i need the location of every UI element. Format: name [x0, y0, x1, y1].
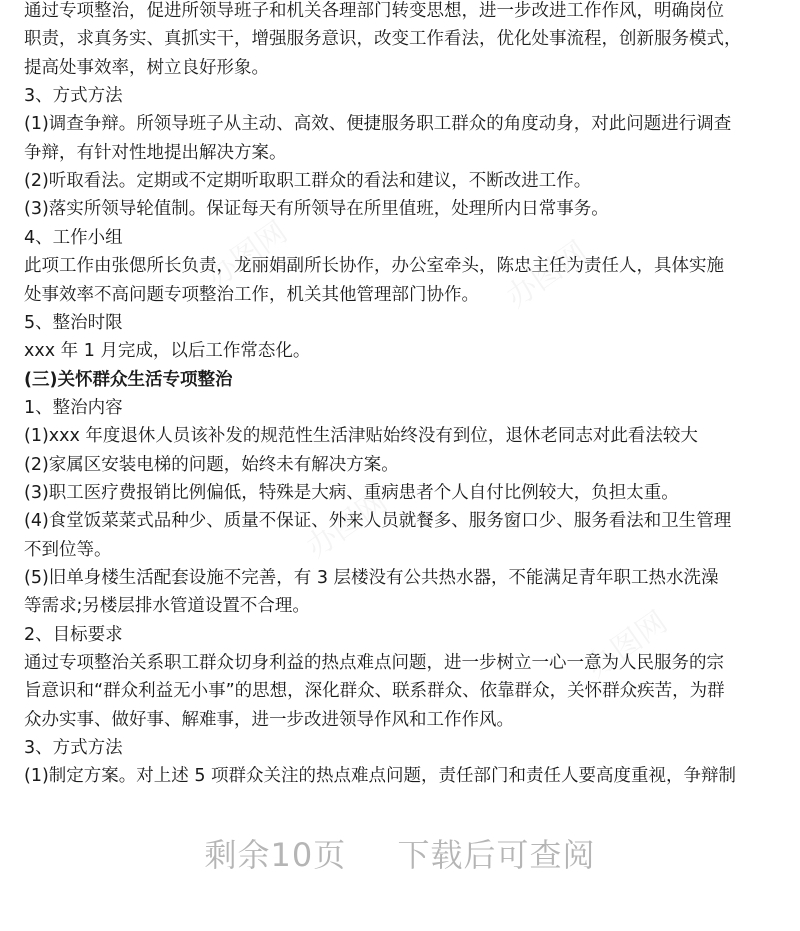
- text-line: (2)家属区安装电梯的问题，始终未有解决方案。: [24, 454, 399, 475]
- text-line: 职责，求真务实、真抓实干，增强服务意识，改变工作看法，优化处事流程，创新服务模式，: [24, 29, 742, 50]
- text-line: (2)听取看法。定期或不定期听取职工群众的看法和建议，不断改进工作。: [24, 171, 592, 192]
- text-line: 提高处事效率，树立良好形象。: [24, 57, 269, 78]
- section-heading: (三)关怀群众生活专项整治: [24, 369, 233, 390]
- text-line: 3、方式方法: [24, 86, 123, 107]
- text-line: (5)旧单身楼生活配套设施不完善，有 3 层楼没有公共热水器，不能满足青年职工热水洗澡: [24, 568, 719, 588]
- text-line: (1)调查争辩。所领导班子从主动、高效、便捷服务职工群众的角度动身，对此问题进行调查: [24, 114, 732, 135]
- text-line: (3)职工医疗费报销比例偏低，特殊是大病、重病患者个人自付比例较大，负担太重。: [24, 482, 679, 503]
- text-line: 争辩，有针对性地提出解决方案。: [24, 142, 287, 163]
- text-line: (4)食堂饭菜菜式品种少、质量不保证、外来人员就餐多、服务窗口少、服务看法和卫生管理: [24, 511, 732, 532]
- text-line: 众办实事、做好事、解难事，进一步改进领导作风和工作作风。: [24, 709, 514, 730]
- text-line: 3、方式方法: [24, 738, 123, 759]
- text-line: 1、整治内容: [24, 397, 123, 418]
- preview-footer: [0, 830, 800, 876]
- text-line: 通过专项整治，促进所领导班子和机关各理部门转变思想，进一步改进工作作风，明确岗位: [24, 1, 724, 21]
- text-line: 等需求;另楼层排水管道设置不合理。: [24, 596, 310, 617]
- text-line: (1)制定方案。对上述 5 项群众关注的热点难点问题，责任部门和责任人要高度重视，争辩制: [24, 766, 737, 787]
- text-line: 不到位等。: [24, 539, 112, 560]
- text-line: xxx 年 1 月完成，以后工作常态化。: [24, 341, 311, 362]
- text-line: (3)落实所领导轮值制。保证每天有所领导在所里值班，处理所内日常事务。: [24, 199, 609, 220]
- text-line: 2、目标要求: [24, 624, 123, 645]
- text-line: 通过专项整治关系职工群众切身利益的热点难点问题，进一步树立一心一意为人民服务的宗: [24, 653, 724, 674]
- text-line: (1)xxx 年度退休人员该补发的规范性生活津贴始终没有到位，退休老同志对此看法较大: [24, 426, 698, 447]
- text-line: 此项工作由张偲所长负责，龙丽娟副所长协作，办公室牵头，陈忠主任为责任人，具体实施: [24, 256, 724, 277]
- text-line: 4、工作小组: [24, 227, 123, 248]
- text-line: 旨意识和“群众利益无小事”的思想，深化群众、联系群众、依靠群众，关怀群众疾苦，为群: [24, 681, 725, 702]
- text-line: 处事效率不高问题专项整治工作，机关其他管理部门协作。: [24, 284, 479, 305]
- download-prompt-link[interactable]: 下载后可查阅: [397, 836, 596, 874]
- remaining-pages-text: 剩余10页: [204, 836, 347, 874]
- text-line: 5、整治时限: [24, 312, 123, 333]
